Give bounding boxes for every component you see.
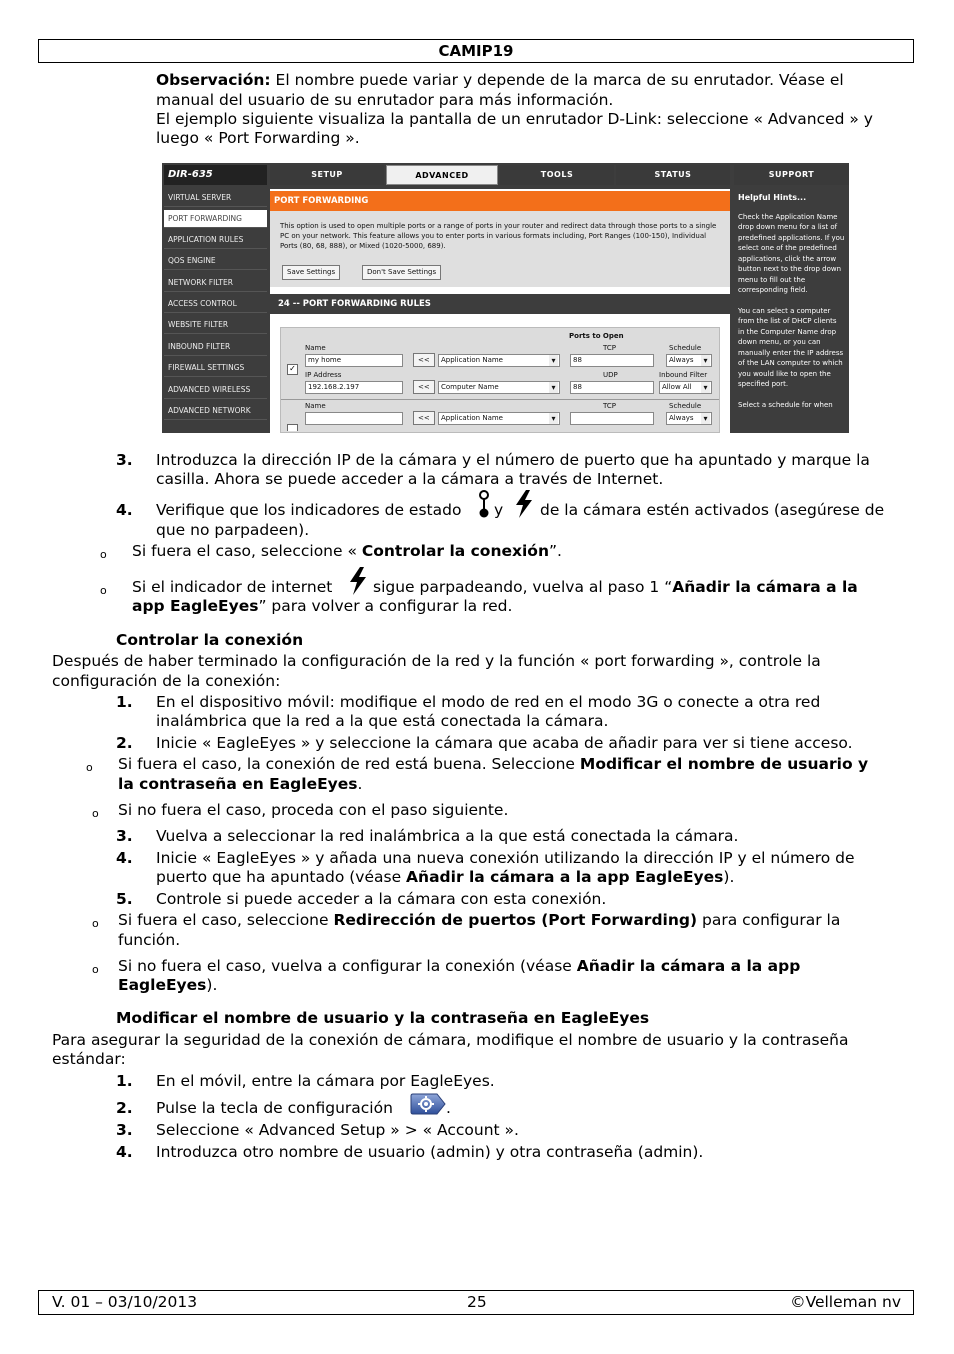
- hint-paragraph-1: Check the Application Name drop down menu for a list of predefined applications. If you select one of the predefined applications, click the arrow button next to the drop down menu to fill out the corresponding field.: [738, 212, 845, 294]
- tcp-input[interactable]: 88: [570, 354, 654, 367]
- copy-application-button-2[interactable]: <<: [413, 411, 435, 425]
- settings-key-icon: [410, 1093, 446, 1115]
- copy-computer-button[interactable]: <<: [413, 380, 435, 394]
- router-logo: DIR-635: [164, 165, 267, 185]
- inbound-filter-label: Inbound Filter: [659, 371, 708, 379]
- bullet-text: Si el indicador de internet: [132, 578, 333, 596]
- port-forwarding-rules-title: 24 -- PORT FORWARDING RULES: [270, 294, 730, 314]
- step-text: Introduzca otro nombre de usuario (admin) y otra contraseña (admin).: [156, 1143, 704, 1161]
- sidebar-item-virtual-server[interactable]: VIRTUAL SERVER: [164, 189, 267, 207]
- router-screenshot: [162, 163, 849, 433]
- name-label-2: Name: [305, 402, 326, 410]
- tcp-input-2[interactable]: [570, 412, 654, 425]
- bullet-text: función.: [118, 931, 181, 949]
- bullet-text: Si no fuera el caso, vuelva a configurar la conexión (véase Añadir la cámara a la app: [118, 957, 801, 975]
- step-number: 4.: [116, 501, 133, 519]
- paragraph: Después de haber terminado la configuración de la red y la función « port forwarding », controle la: [52, 652, 821, 670]
- hint-paragraph-3: Select a schedule for when: [738, 400, 833, 409]
- step-number: 1.: [116, 693, 133, 711]
- bullet-glyph: o: [92, 963, 99, 976]
- inbound-filter-select[interactable]: Allow All ▾: [659, 381, 712, 394]
- example-line: El ejemplo siguiente visualiza la pantalla de un enrutador D-Link: seleccione « Advanced » y: [156, 110, 873, 128]
- sidebar-item-access-control[interactable]: ACCESS CONTROL: [164, 295, 267, 313]
- step-text: casilla. Ahora se puede acceder a la cámara a través de Internet.: [156, 470, 664, 488]
- bullet-glyph: o: [92, 807, 99, 820]
- step-text: inalámbrica que la red a la que está conectada la cámara.: [156, 712, 609, 730]
- sidebar-item-website-filter[interactable]: WEBSITE FILTER: [164, 316, 267, 334]
- step-text: En el móvil, entre la cámara por EagleEyes.: [156, 1072, 495, 1090]
- application-name-select-2[interactable]: Application Name ▾: [438, 412, 560, 425]
- helpful-hints-panel: [734, 189, 849, 433]
- sidebar-item-advanced-wireless[interactable]: ADVANCED WIRELESS: [164, 381, 267, 399]
- rule-enable-checkbox[interactable]: ✓: [287, 364, 298, 375]
- footer-page-number: 25: [467, 1293, 487, 1311]
- step-text: Vuelva a seleccionar la red inalámbrica a la que está conectada la cámara.: [156, 827, 739, 845]
- step-text: En el dispositivo móvil: modifique el modo de red en el modo 3G o conecte a otra red: [156, 693, 821, 711]
- paragraph: estándar:: [52, 1050, 126, 1068]
- step-number: 2.: [116, 1099, 133, 1117]
- step-text: Inicie « EagleEyes » y añada una nueva conexión utilizando la dirección IP y el número de: [156, 849, 855, 867]
- bullet-text: Si fuera el caso, seleccione Redirección de puertos (Port Forwarding) para configurar la: [118, 911, 841, 929]
- router-main-panel: [270, 189, 730, 433]
- step-text: Introduzca la dirección IP de la cámara y el número de puerto que ha apuntado y marque la: [156, 451, 870, 469]
- name-input-2[interactable]: [305, 412, 403, 425]
- schedule-label: Schedule: [669, 344, 702, 352]
- step-text: Seleccione « Advanced Setup » > « Account ».: [156, 1121, 519, 1139]
- page-footer: [38, 1290, 914, 1315]
- ip-address-input[interactable]: 192.168.2.197: [305, 381, 403, 394]
- step-text: de la cámara estén activados (asegúrese de: [540, 501, 885, 519]
- bullet-text: Si fuera el caso, la conexión de red está buena. Seleccione Modificar el nombre de usuario y: [118, 755, 869, 773]
- step-number: 3.: [116, 827, 133, 845]
- sidebar-item-network-filter[interactable]: NETWORK FILTER: [164, 274, 267, 292]
- step-number: 3.: [116, 1121, 133, 1139]
- bullet-text: Si no fuera el caso, proceda con el paso siguiente.: [118, 801, 509, 819]
- copy-application-button[interactable]: <<: [413, 353, 435, 367]
- step-number: 5.: [116, 890, 133, 908]
- bullet-glyph: o: [92, 917, 99, 930]
- step-text: Pulse la tecla de configuración: [156, 1099, 393, 1117]
- schedule-select[interactable]: Always ▾: [666, 354, 712, 367]
- step-number: 4.: [116, 849, 133, 867]
- dont-save-settings-button[interactable]: Don't Save Settings: [362, 265, 441, 280]
- port-forwarding-rules-table: [280, 327, 720, 433]
- bullet-glyph: o: [86, 761, 93, 774]
- step-text: puerto que ha apuntado (véase Añadir la cámara a la app EagleEyes).: [156, 868, 735, 886]
- tcp-label: TCP: [603, 344, 616, 352]
- step-number: 4.: [116, 1143, 133, 1161]
- internet-lightning-icon: [346, 567, 370, 595]
- bullet-text: Si fuera el caso, seleccione « Controlar la conexión”.: [132, 542, 562, 560]
- step-text: Inicie « EagleEyes » y seleccione la cámara que acaba de añadir para ver si tiene acceso.: [156, 734, 853, 752]
- sidebar-item-firewall-settings[interactable]: FIREWALL SETTINGS: [164, 359, 267, 377]
- bullet-glyph: o: [100, 584, 107, 597]
- observation-label: Observación:: [156, 71, 271, 89]
- port-forwarding-title: PORT FORWARDING: [270, 191, 730, 211]
- tab-advanced[interactable]: ADVANCED: [386, 165, 498, 185]
- name-input[interactable]: my home: [305, 354, 403, 367]
- save-settings-button[interactable]: Save Settings: [282, 265, 340, 280]
- bullet-text: app EagleEyes” para volver a configurar la red.: [132, 597, 513, 615]
- bullet-glyph: o: [100, 548, 107, 561]
- bullet-text: la contraseña en EagleEyes.: [118, 775, 363, 793]
- sidebar-item-qos-engine[interactable]: QOS ENGINE: [164, 252, 267, 270]
- section-heading: Controlar la conexión: [116, 631, 304, 649]
- step-text-and: y: [494, 501, 504, 519]
- step-number: 3.: [116, 451, 133, 469]
- lightning-icon: [512, 490, 536, 518]
- paragraph: Para asegurar la seguridad de la conexión de cámara, modifique el nombre de usuario y la contraseña: [52, 1031, 849, 1049]
- tab-support[interactable]: SUPPORT: [734, 165, 849, 185]
- footer-copyright: ©Velleman nv: [790, 1293, 901, 1311]
- udp-input[interactable]: 88: [570, 381, 654, 394]
- port-forwarding-description: This option is used to open multiple ports or a range of ports in your router and redirect data through those ports to a single PC on your network. This feature allows you to enter ports in various formats including, Port Ranges (100-150), Individual Ports (80, 68, 888), or Mixed (1020-5000, 689).: [270, 211, 730, 287]
- step-number: 1.: [116, 1072, 133, 1090]
- hint-paragraph-2: You can select a computer from the list of DHCP clients in the Computer Name drop down menu, or you can manually enter the IP address of the LAN computer to which you would like to open the specified port.: [738, 306, 844, 388]
- sidebar-item-port-forwarding[interactable]: PORT FORWARDING: [164, 210, 267, 228]
- ip-address-label: IP Address: [305, 371, 342, 379]
- example-line-2: luego « Port Forwarding ».: [156, 129, 360, 147]
- sidebar-item-application-rules[interactable]: APPLICATION RULES: [164, 231, 267, 249]
- application-name-select[interactable]: Application Name ▾: [438, 354, 560, 367]
- step-text: Controle si puede acceder a la cámara con esta conexión.: [156, 890, 607, 908]
- tab-setup[interactable]: SETUP: [270, 165, 384, 185]
- tab-status[interactable]: STATUS: [616, 165, 730, 185]
- tab-tools[interactable]: TOOLS: [500, 165, 614, 185]
- step-text: Verifique que los indicadores de estado: [156, 501, 462, 519]
- computer-name-select[interactable]: Computer Name ▾: [438, 381, 560, 394]
- bullet-text: sigue parpadeando, vuelva al paso 1 “Añadir la cámara a la: [373, 578, 858, 596]
- tcp-label-2: TCP: [603, 402, 616, 410]
- footer-version: V. 01 – 03/10/2013: [52, 1293, 198, 1311]
- header-title: CAMIP19: [438, 42, 514, 60]
- observation-line-2: manual del usuario de su enrutador para más información.: [156, 91, 614, 109]
- step-text-end: .: [446, 1099, 451, 1117]
- section-heading: Modificar el nombre de usuario y la contraseña en EagleEyes: [116, 1009, 650, 1027]
- status-led-icon: [476, 489, 492, 519]
- step-number: 2.: [116, 734, 133, 752]
- bullet-text: EagleEyes).: [118, 976, 218, 994]
- row-divider: [281, 399, 719, 400]
- schedule-label-2: Schedule: [669, 402, 702, 410]
- udp-label: UDP: [603, 371, 618, 379]
- observation-line: Observación: El nombre puede variar y depende de la marca de su enrutador. Véase el: [156, 71, 844, 89]
- helpful-hints-title: Helpful Hints...: [738, 193, 807, 202]
- sidebar-item-inbound-filter[interactable]: INBOUND FILTER: [164, 338, 267, 356]
- name-label: Name: [305, 344, 326, 352]
- rule-enable-checkbox-2[interactable]: [287, 424, 298, 431]
- page-header: [38, 39, 914, 63]
- ports-to-open-label: Ports to Open: [569, 332, 624, 340]
- schedule-select-2[interactable]: Always ▾: [666, 412, 712, 425]
- sidebar-item-advanced-network[interactable]: ADVANCED NETWORK: [164, 402, 267, 420]
- paragraph: configuración de la conexión:: [52, 672, 281, 690]
- step-text: que no parpadeen).: [156, 521, 310, 539]
